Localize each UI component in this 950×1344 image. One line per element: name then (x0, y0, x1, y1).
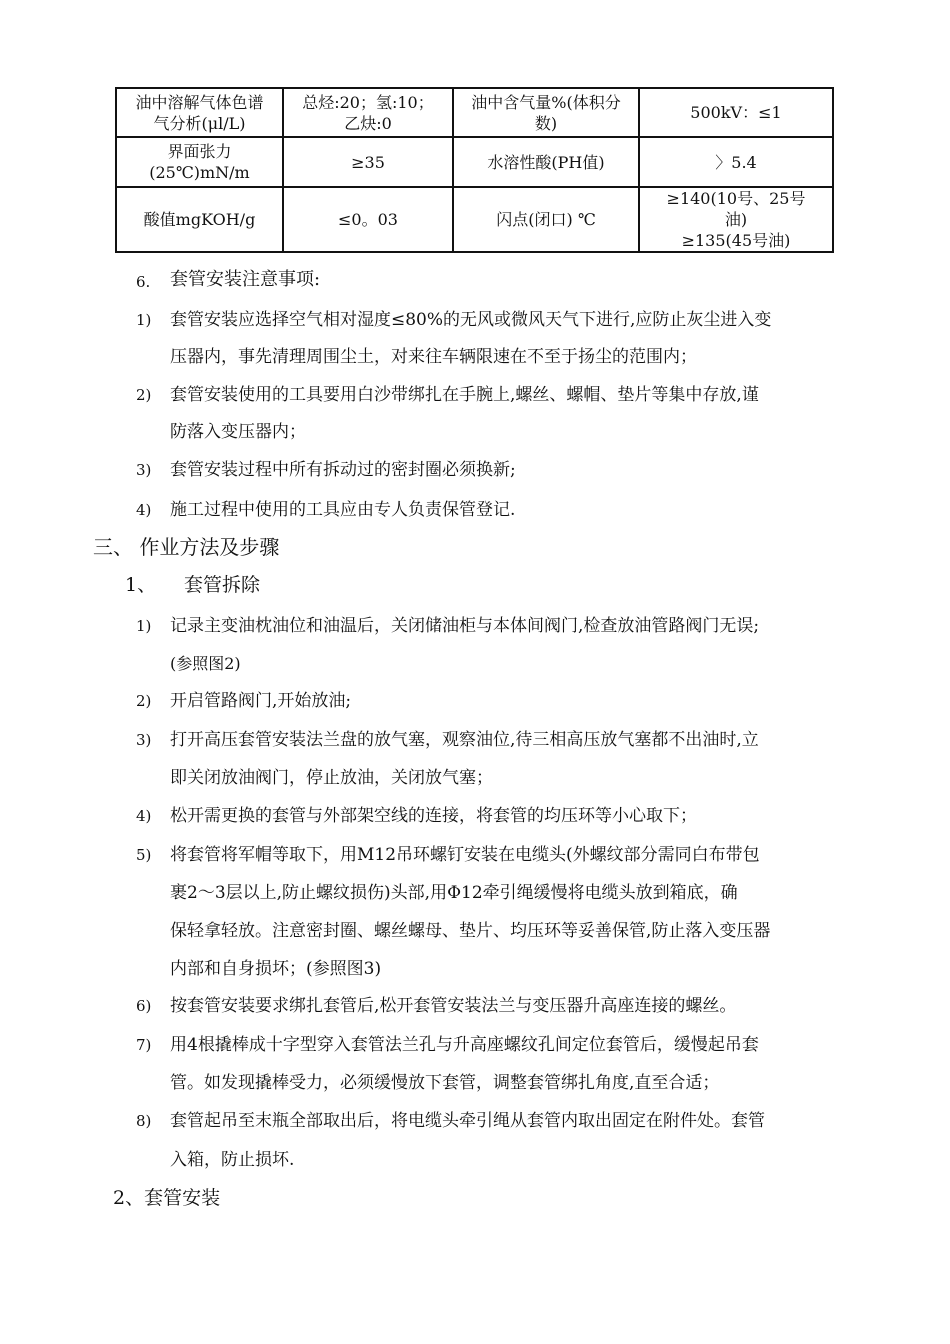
section-number: 6. (136, 273, 151, 291)
list-number: 2) (136, 386, 152, 404)
list-number: 4) (136, 807, 152, 825)
list-item-line: 记录主变油枕油位和油温后，关闭储油柜与本体间阀门,检查放油管路阀门无误; (170, 616, 760, 636)
list-item-line: 施工过程中使用的工具应由专人负责保管登记. (170, 500, 516, 520)
table-cell: 油中溶解气体色谱 气分析(μl/L) (116, 88, 283, 137)
subsection-title: 套管拆除 (184, 574, 261, 596)
list-item-line: 松开需更换的套管与外部架空线的连接，将套管的均压环等小心取下； (170, 806, 697, 826)
table-cell: ≥35 (283, 137, 453, 187)
table-cell: 总烃:20；氢:10； 乙炔:0 (283, 88, 453, 137)
list-item-line: 裹2～3层以上,防止螺纹损伤)头部,用Φ12牵引绳缓慢将电缆头放到箱底，确 (170, 883, 738, 903)
oil-spec-table (115, 87, 834, 253)
list-item-line: 套管安装过程中所有拆动过的密封圈必须换新; (170, 460, 516, 480)
table-cell: 500kV：≤1 (639, 88, 833, 137)
list-item-line: 套管安装使用的工具要用白沙带绑扎在手腕上,螺丝、螺帽、垫片等集中存放,谨 (170, 385, 759, 405)
table-cell: 油中含气量%(体积分 数) (453, 88, 639, 137)
list-item-line: 打开高压套管安装法兰盘的放气塞，观察油位,待三相高压放气塞都不出油时,立 (170, 730, 759, 750)
list-number: 2) (136, 692, 152, 710)
list-item-line: (参照图2) (170, 654, 241, 673)
list-item-line: 套管安装应选择空气相对湿度≤80%的无风或微风天气下进行,应防止灰尘进入变 (170, 310, 772, 330)
list-item-line: 管。如发现撬棒受力，必须缓慢放下套管，调整套管绑扎角度,直至合适； (170, 1073, 720, 1093)
list-item-line: 开启管路阀门,开始放油; (170, 691, 352, 711)
list-number: 5) (136, 846, 152, 864)
table-cell: ≥140(10号、25号 油) ≥135(45号油) (639, 187, 833, 252)
list-number: 1) (136, 617, 152, 635)
list-number: 6) (136, 997, 152, 1015)
list-number: 3) (136, 461, 152, 479)
list-item-line: 套管起吊至末瓶全部取出后，将电缆头牵引绳从套管内取出固定在附件处。套管 (170, 1111, 765, 1131)
table-cell: ≤0。03 (283, 187, 453, 252)
table-cell: 界面张力 (25℃)mN/m (116, 137, 283, 187)
table-cell: 水溶性酸(PH值) (453, 137, 639, 187)
table-row (116, 88, 833, 137)
list-item-line: 按套管安装要求绑扎套管后,松开套管安装法兰与变压器升高座连接的螺丝。 (170, 996, 737, 1016)
list-item-line: 用4根撬棒成十字型穿入套管法兰孔与升高座螺纹孔间定位套管后，缓慢起吊套 (170, 1035, 759, 1055)
list-item-line: 内部和自身损坏；(参照图3) (170, 959, 382, 979)
list-item-line: 将套管将军帽等取下，用M12吊环螺钉安装在电缆头(外螺纹部分需同白布带包 (170, 845, 760, 865)
list-item-line: 压器内，事先清理周围尘土，对来往车辆限速在不至于扬尘的范围内； (170, 347, 697, 367)
subsection-title: 2、套管安装 (113, 1187, 221, 1209)
list-item-line: 防落入变压器内； (170, 422, 306, 442)
list-number: 3) (136, 731, 152, 749)
list-number: 7) (136, 1036, 152, 1054)
table-cell: 闪点(闭口) ℃ (453, 187, 639, 252)
section-title: 套管安装注意事项: (170, 269, 321, 290)
list-item-line: 入箱，防止损坏. (170, 1150, 295, 1170)
list-item-line: 保轻拿轻放。注意密封圈、螺丝螺母、垫片、均压环等妥善保管,防止落入变压器 (170, 921, 771, 941)
list-number: 1) (136, 311, 152, 329)
table-row (116, 137, 833, 187)
table-row (116, 187, 833, 252)
list-number: 4) (136, 501, 152, 519)
subsection-number: 1、 (125, 574, 157, 596)
chapter-heading: 三、 作业方法及步骤 (93, 535, 280, 559)
list-number: 8) (136, 1112, 152, 1130)
table-cell: 〉5.4 (639, 137, 833, 187)
table-cell: 酸值mgKOH/g (116, 187, 283, 252)
list-item-line: 即关闭放油阀门，停止放油，关闭放气塞； (170, 768, 493, 788)
